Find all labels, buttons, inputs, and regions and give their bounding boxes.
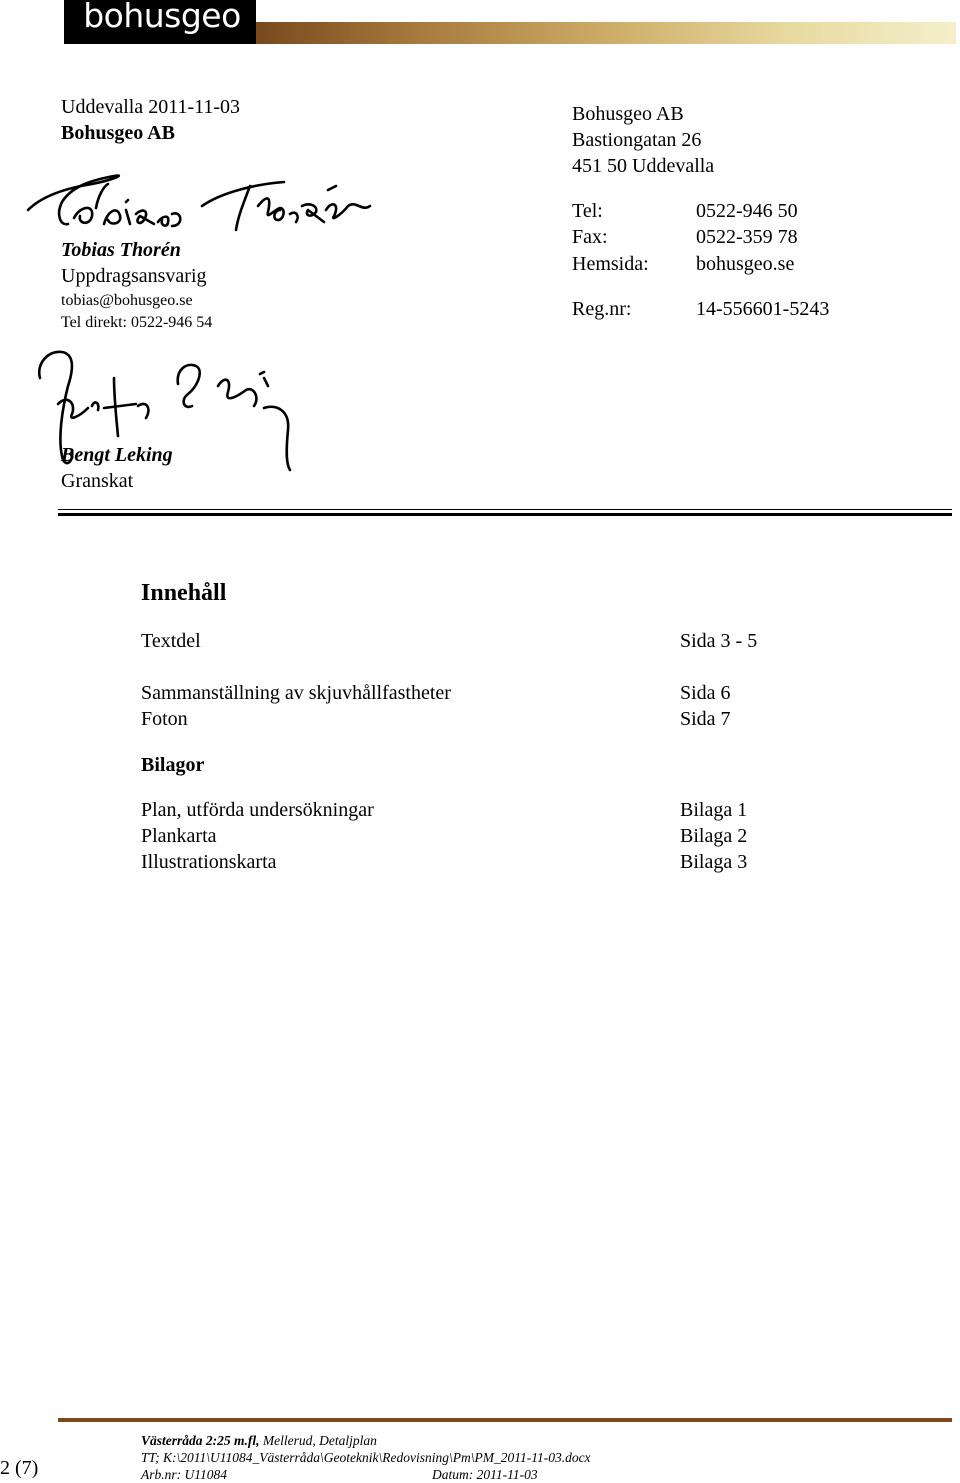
appendix-label: Plankarta xyxy=(141,825,217,847)
divider-thin xyxy=(58,509,952,510)
appendix-heading: Bilagor xyxy=(141,754,205,776)
contents-heading: Innehåll xyxy=(141,580,227,606)
divider-thick xyxy=(58,513,952,516)
contents-row-label: Textdel xyxy=(141,630,201,652)
contact-value-tel: 0522-946 50 xyxy=(696,200,798,222)
contents-row-page: Sida 3 - 5 xyxy=(680,630,758,652)
contact-value-fax: 0522-359 78 xyxy=(696,226,798,248)
page-number: 2 (7) xyxy=(0,1457,39,1479)
contents-row-label: Foton xyxy=(141,708,188,730)
contents-row-page: Sida 7 xyxy=(680,708,731,730)
reg-label: Reg.nr: xyxy=(572,298,632,320)
author-signature xyxy=(22,166,382,244)
address-company: Bohusgeo AB xyxy=(572,103,684,125)
reviewer-role: Granskat xyxy=(61,470,134,492)
footer-rule xyxy=(58,1418,952,1422)
contact-label-fax: Fax: xyxy=(572,226,608,248)
footer-title xyxy=(141,1432,377,1449)
company-name: Bohusgeo AB xyxy=(61,122,175,144)
author-role: Uppdragsansvarig xyxy=(61,265,207,287)
reg-value: 14-556601-5243 xyxy=(696,298,830,320)
contents-row-page: Sida 6 xyxy=(680,682,731,704)
appendix-ref: Bilaga 3 xyxy=(680,851,748,873)
address-city: 451 50 Uddevalla xyxy=(572,155,715,177)
footer-title-bold: Västerråda 2:25 m.fl, xyxy=(141,1433,260,1448)
appendix-ref: Bilaga 2 xyxy=(680,825,748,847)
author-email[interactable]: tobias@bohusgeo.se xyxy=(61,292,193,309)
contact-value-web[interactable]: bohusgeo.se xyxy=(696,253,795,275)
address-street: Bastiongatan 26 xyxy=(572,129,702,151)
contact-label-tel: Tel: xyxy=(572,200,603,222)
contact-label-web: Hemsida: xyxy=(572,253,649,275)
appendix-ref: Bilaga 1 xyxy=(680,799,748,821)
footer-datum: Datum: 2011-11-03 xyxy=(432,1467,538,1482)
bohusgeo-logo: bohusgeo xyxy=(83,0,241,35)
author-phone: Tel direkt: 0522-946 54 xyxy=(61,314,213,331)
footer-arbnr: Arb.nr: U11084 xyxy=(141,1467,227,1482)
appendix-label: Plan, utförda undersökningar xyxy=(141,799,374,821)
author-name: Tobias Thorén xyxy=(61,239,181,261)
appendix-label: Illustrationskarta xyxy=(141,851,277,873)
footer-title-rest: Mellerud, Detaljplan xyxy=(259,1433,377,1448)
date-line: Uddevalla 2011-11-03 xyxy=(61,96,241,118)
contents-row-label: Sammanställning av skjuvhållfastheter xyxy=(141,682,451,704)
reviewer-name: Bengt Leking xyxy=(61,444,173,466)
footer-path: TT; K:\2011\U11084_Västerråda\Geoteknik\Redovisning\Pm\PM_2011-11-03.docx xyxy=(141,1450,591,1465)
